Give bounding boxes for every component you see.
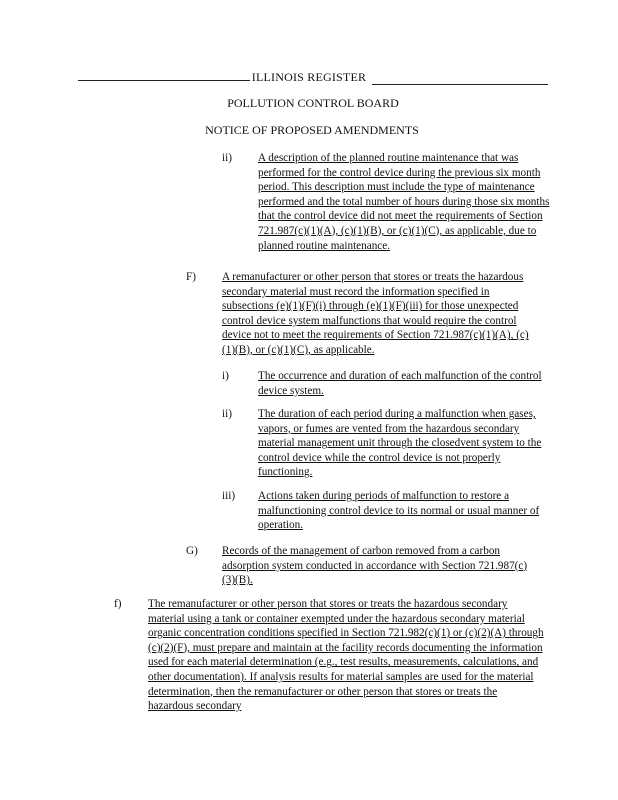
item-label: iii) — [222, 490, 236, 502]
item-text: The duration of each period during a malfunction when gases, vapors, or fumes are vented from the hazardous secondary material management unit through the closedvent system to the control device while the control device is not properly functioning. — [258, 408, 542, 479]
item-label: F) — [186, 271, 196, 283]
item-text: A description of the planned routine maintenance that was performed for the control device during the previous six month period. This description must include the type of maintenance performed and the total number of hours during those six months that the control device did not meet the requirements of Section 721.987(c)(1)(A), (c)(1)(B), or (c)(1)(C), as applicable, due to planned routine maintenance. — [258, 152, 550, 252]
item-label: ii) — [222, 152, 232, 164]
item-text: Records of the management of carbon removed from a carbon adsorption system conducted in accordance with Section 721.987(c)(3)(B). — [222, 545, 528, 587]
item-label: f) — [114, 598, 122, 610]
item-text: A remanufacturer or other person that stores or treats the hazardous secondary material must record the information specified in subsections (e)(1)(F)(i) through (e)(1)(F)(iii) for those unexpected control device system malfunctions that would require the control device not to meet the requirements of Section 721.987(c)(1)(A), (c)(1)(B), or (c)(1)(C), as applicable. — [222, 271, 529, 356]
item-label: i) — [222, 370, 229, 382]
item-text: The occurrence and duration of each malfunction of the control device system. — [258, 370, 542, 397]
item-label: G) — [186, 545, 198, 557]
item-label: ii) — [222, 408, 232, 420]
board-title: POLLUTION CONTROL BOARD — [227, 96, 399, 110]
register-title: ILLINOIS REGISTER — [251, 70, 367, 84]
notice-title: NOTICE OF PROPOSED AMENDMENTS — [205, 123, 419, 137]
item-text: The remanufacturer or other person that stores or treats the hazardous secondary material using a tank or container exempted under the hazardous secondary material organic concentration conditions specified in Section 721.982(c)(1) or (c)(2)(A) through (c)(2)(F), must prepare and maintain at the facility records documenting the information used for each material determination (e.g., test results, measurements, calculations, and other documentation). If analysis results for material samples are used for the material determination, then the remanufacturer or other person that stores or treats the hazardous secondary — [148, 598, 544, 713]
item-text: Actions taken during periods of malfunction to restore a malfunctioning control device to its normal or usual manner of operation. — [258, 490, 540, 532]
